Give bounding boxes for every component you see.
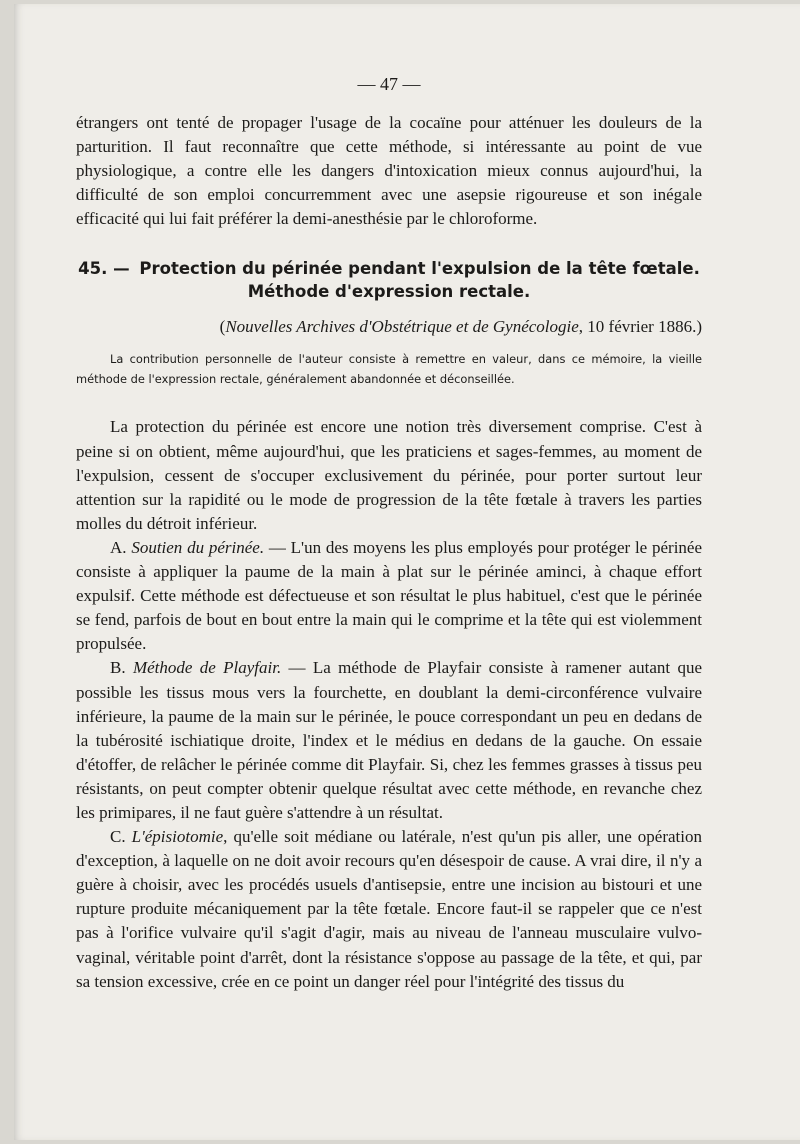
section-heading-line-1 — [76, 257, 702, 280]
source-citation — [76, 317, 702, 337]
paragraph-c — [76, 825, 702, 994]
paragraph-c-title: L'épisiotomie — [131, 827, 224, 847]
paragraph-a-text: — L'un des moyens les plus employés pour protéger le périnée consiste à appliquer la paume de la main à plat sur le périnée aminci, à chaque effort expulsif. Cette méthode est défectueuse et son résultat le plus habituel, c'est que le périnée se fend, parfois de bout en bout entre la main qui le comprime et la tête qui est violemment propulsée. — [76, 537, 703, 654]
intro-paragraph: étrangers ont tenté de propager l'usage de la cocaïne pour atténuer les douleurs de la parturition. Il faut reconnaître que cette méthode, si intéressante au point de vue physiologique, a contre elle les dangers d'intoxication mieux connus aujourd'hui, la difficulté de son emploi concurremment avec une asepsie rigoureuse et son inégale efficacité qui lui fait préférer la demi-anesthésie par le chloroforme. — [76, 113, 702, 229]
paragraph-c-text: , qu'elle soit médiane ou latérale, n'est qu'un pis aller, une opération d'exception, à laquelle on ne doit avoir recours qu'en désespoir de cause. A vrai dire, il n'y a guère à choisir, avec les procédés usuels d'antisepsie, entre une incision au bistouri et une rupture produite mécaniquement par la tête fœtale. Encore faut-il se rappeler que ce n'est pas à l'orifice vulvaire qu'il s'agit d'agir, mais au niveau de l'anneau musculaire vulvo-vaginal, véritable point d'arrêt, dont la résistance s'oppose au passage de la tête, et qui, par sa tension excessive, crée en ce point un danger réel pour l'intégrité des tissus du — [76, 827, 703, 991]
paragraph-1: La protection du périnée est encore une notion très diversement comprise. C'est à peine si on obtient, même aujourd'hui, que les praticiens et sages-femmes, au moment de l'expulsion, cessent de s'occuper exclusivement du périnée, pour porter surtout leur attention sur la rapidité ou le mode de progression de la tête fœtale à travers les parties molles du détroit inférieur. — [76, 417, 702, 533]
source-open-paren: ( — [219, 317, 226, 337]
paragraph-a-label: A. — [110, 537, 132, 557]
section-title-line-2: Méthode d'expression rectale. — [247, 282, 531, 302]
paragraph-b-title: Méthode de Playfair. — [132, 658, 282, 678]
section-number: 45. — — [78, 259, 130, 279]
page-number: — 47 — — [357, 74, 421, 94]
paragraph-a — [76, 536, 702, 656]
section-title-line-1: Protection du périnée pendant l'expulsion de la tête fœtale. — [139, 259, 700, 279]
abstract: La contribution personnelle de l'auteur consiste à remettre en valeur, dans ce mémoire, la vieille méthode de l'expression rectale, généralement abandonnée et déconseillée. — [76, 352, 702, 387]
paragraph-a-title: Soutien du périnée. — [131, 537, 265, 557]
paragraph-b-label: B. — [110, 658, 133, 678]
section-heading — [76, 257, 702, 303]
paragraph-b-text: — La méthode de Playfair consiste à ramener autant que possible les tissus mous vers la fourchette, en doublant la demi-circonférence vulvaire inférieure, la paume de la main sur le périnée, le pouce correspondant un peu en dedans de la tubérosité ischiatique droite, l'index et le médius en dedans de la gauche. On essaie d'étoffer, de relâcher le périnée comme dit Playfair. Si, chez les femmes grasses à tissus peu résistants, on peut compter obtenir quelque résultat avec cette méthode, en revanche chez les primipares, il ne faut guère s'attendre à un résultat. — [76, 658, 703, 822]
document-page — [14, 4, 800, 1140]
page-content — [76, 74, 702, 994]
journal-title: Nouvelles Archives d'Obstétrique et de Gynécologie — [225, 317, 579, 337]
paragraph-c-label: C. — [110, 827, 132, 847]
source-date: , 10 février 1886.) — [578, 317, 702, 337]
paragraph-b — [76, 656, 702, 825]
